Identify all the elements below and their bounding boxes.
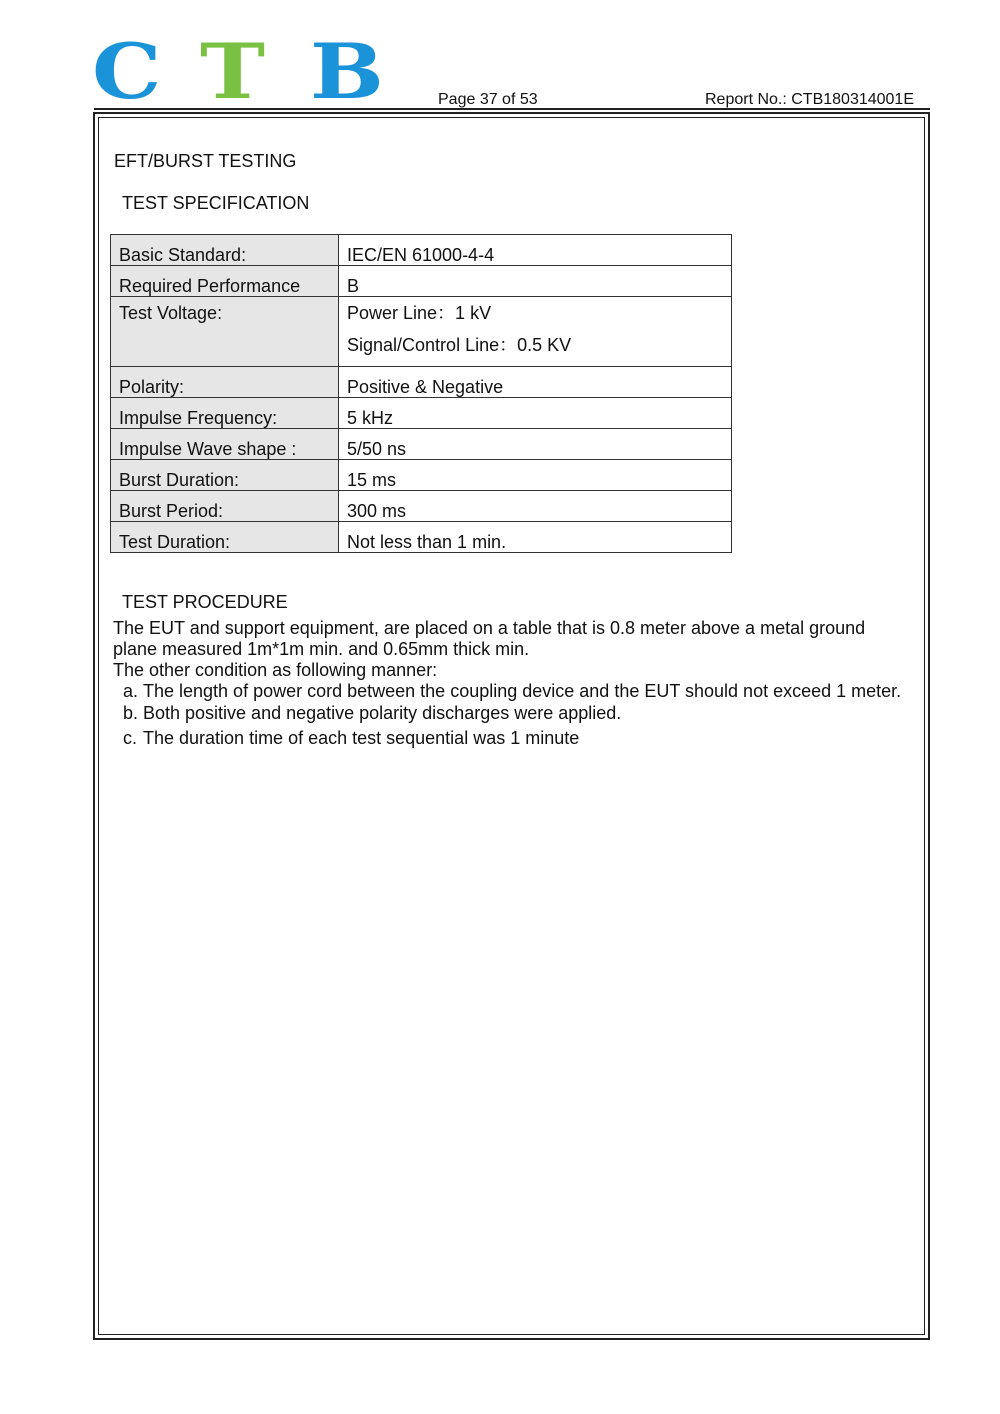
spec-value-cell	[339, 297, 732, 367]
spec-label: Test Voltage:	[111, 297, 339, 367]
spec-value: 300 ms	[339, 491, 732, 522]
table-row	[111, 491, 732, 522]
list-marker: c.	[123, 728, 138, 748]
spec-value: 5/50 ns	[339, 429, 732, 460]
logo-letter-c: C	[92, 27, 162, 116]
spec-value: 15 ms	[339, 460, 732, 491]
spec-label: Polarity:	[111, 367, 339, 398]
spec-value: B	[339, 266, 732, 297]
spec-label: Required Performance	[111, 266, 339, 297]
spec-table	[110, 234, 732, 553]
logo-letter-t: T	[200, 27, 266, 116]
table-row	[111, 367, 732, 398]
list-item-text: Both positive and negative polarity discharges were applied.	[143, 703, 622, 723]
procedure-body	[113, 618, 903, 749]
table-row	[111, 235, 732, 266]
spec-label: Test Duration:	[111, 522, 339, 553]
logo-letter-b: B	[310, 27, 384, 116]
procedure-title: TEST PROCEDURE	[122, 592, 288, 612]
list-item-text: The duration time of each test sequential was 1 minute	[143, 728, 580, 748]
spec-label: Impulse Wave shape :	[111, 429, 339, 460]
page-number: Page 37 of 53	[438, 91, 538, 108]
list-marker: a.	[123, 681, 139, 701]
procedure-paragraph: The other condition as following manner:	[113, 660, 438, 680]
spec-value: Power Line：1 kV	[347, 303, 492, 323]
spec-label: Burst Duration:	[111, 460, 339, 491]
spec-label: Basic Standard:	[111, 235, 339, 266]
spec-title: TEST SPECIFICATION	[122, 193, 310, 213]
list-item	[113, 681, 903, 702]
header-divider	[94, 108, 930, 110]
ctb-logo	[92, 27, 390, 116]
table-row	[111, 398, 732, 429]
spec-value: 5 kHz	[339, 398, 732, 429]
list-item-text: The length of power cord between the coupling device and the EUT should not exceed 1 meter.	[143, 681, 902, 701]
procedure-list	[113, 681, 903, 749]
list-item	[113, 728, 903, 749]
section-title: EFT/BURST TESTING	[114, 151, 297, 171]
list-marker: b.	[123, 703, 139, 723]
report-number: Report No.: CTB180314001E	[704, 91, 914, 108]
spec-value: Positive & Negative	[339, 367, 732, 398]
table-row	[111, 429, 732, 460]
table-row	[111, 460, 732, 491]
spec-label: Burst Period:	[111, 491, 339, 522]
list-item	[113, 703, 903, 724]
table-row	[111, 297, 732, 367]
spec-value: Not less than 1 min.	[339, 522, 732, 553]
table-row	[111, 522, 732, 553]
spec-value-secondary: Signal/Control Line：0.5 KV	[347, 335, 572, 355]
table-row	[111, 266, 732, 297]
spec-value: IEC/EN 61000-4-4	[339, 235, 732, 266]
spec-label: Impulse Frequency:	[111, 398, 339, 429]
procedure-paragraph: The EUT and support equipment, are placed on a table that is 0.8 meter above a metal ground plane measured 1m*1m min. and 0.65mm thick min.	[113, 618, 866, 659]
